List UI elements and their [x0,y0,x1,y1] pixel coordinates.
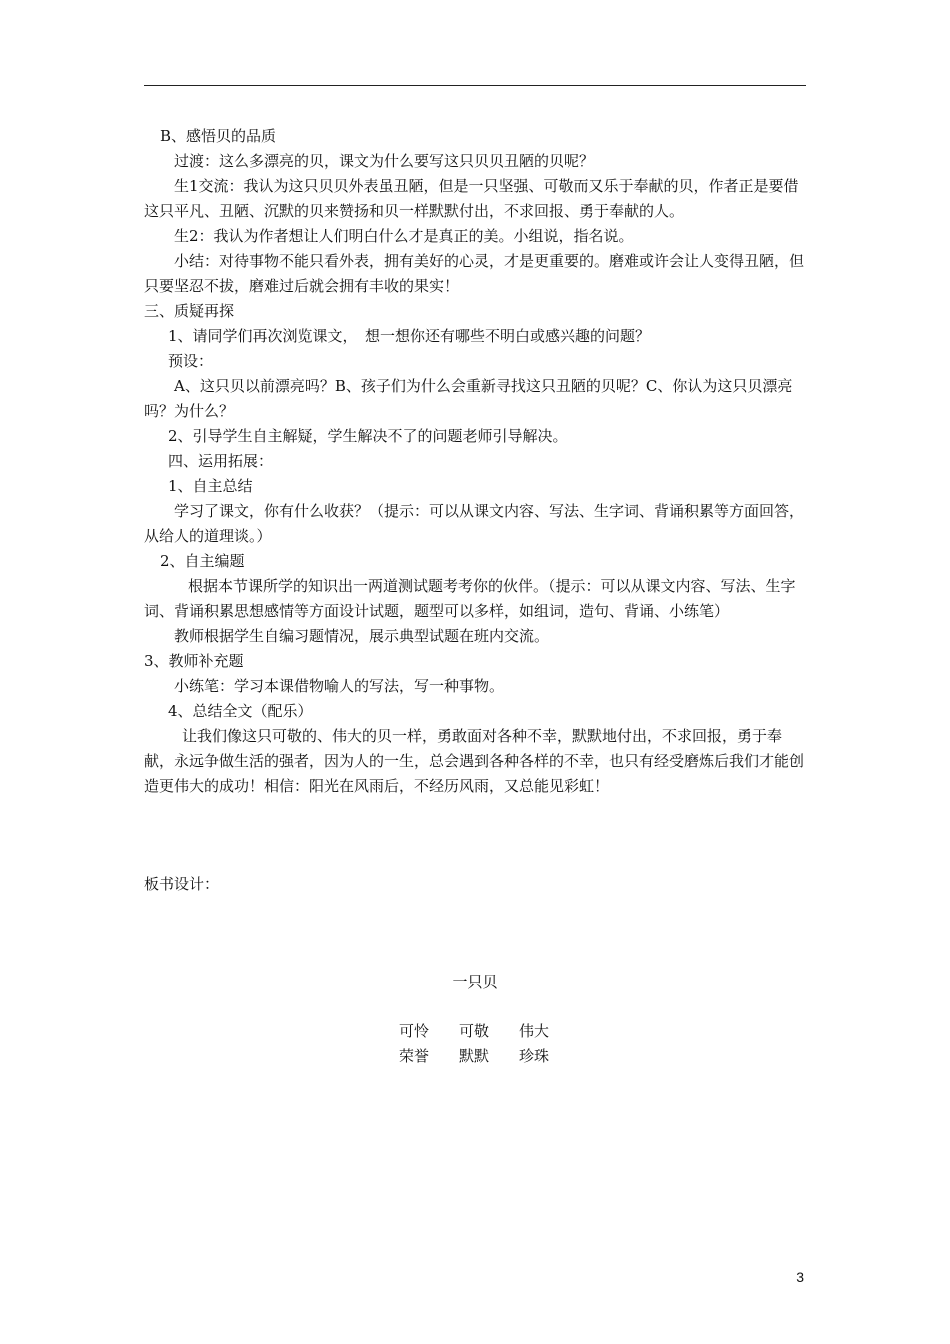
paragraph-self-questions: 根据本节课所学的知识出一两道测试题考考你的伙伴。（提示：可以从课文内容、写法、生字词、背诵积累思想感情等方面设计试题，题型可以多样，如组词，造句、背诵、小练笔） [144,577,796,620]
paragraph-student-1: 生1交流：我认为这只贝贝外表虽丑陋，但是一只坚强、可敬而又乐于奉献的贝，作者正是要借这只平凡、丑陋、沉默的贝来赞扬和贝一样默默付出，不求回报、勇于奉献的人。 [144,177,799,220]
subheading-self-summary: 1、自主总结 [168,477,253,495]
list-item-2: 2、引导学生自主解疑，学生解决不了的问题老师引导解决。 [168,427,568,445]
section-heading-3: 三、质疑再探 [144,302,235,320]
header-rule [144,85,806,86]
paragraph-teacher-exchange: 教师根据学生自编习题情况，展示典型试题在班内交流。 [174,627,550,645]
board-design-label: 板书设计： [144,875,220,893]
paragraph-student-2: 生2：我认为作者想让人们明白什么才是真正的美。小组说，指名说。 [174,227,634,245]
section-heading-4: 四、运用拓展： [168,452,274,470]
list-item-1: 1、请同学们再次浏览课文， 想一想你还有哪些不明白或感兴趣的问题？ [168,327,651,345]
board-word: 荣誉 [399,1047,430,1065]
paragraph-preset-label: 预设： [168,352,214,370]
paragraph-conclusion: 让我们像这只可敬的、伟大的贝一样，勇敢面对各种不幸，默默地付出，不求回报，勇于奉献，永远争做生活的强者，因为人的一生，总会遇到各种各样的不幸，也只有经受磨炼后我们才能创造更伟大的成功！相信：阳光在风雨后，不经历风雨，又总能见彩虹！ [144,727,805,795]
document-body [144,124,806,799]
paragraph-summary: 小结：对待事物不能只看外表，拥有美好的心灵，才是更重要的。磨难或许会让人变得丑陋，但只要坚忍不拔，磨难过后就会拥有丰收的果实！ [144,252,805,295]
board-word: 可怜 [399,1022,430,1040]
board-word: 默默 [459,1047,490,1065]
section-heading-b: B、感悟贝的品质 [160,127,277,145]
paragraph-self-summary: 学习了课文，你有什么收获？（提示：可以从课文内容、写法、生字词、背诵积累等方面回答，从给人的道理谈。） [144,502,805,545]
subheading-self-questions: 2、自主编题 [160,552,245,570]
page-number: 3 [796,1269,804,1285]
board-title: 一只贝 [452,973,498,991]
paragraph-transition: 过渡：这么多漂亮的贝，课文为什么要写这只贝贝丑陋的贝呢？ [174,152,595,170]
paragraph-preset-questions: A、这只贝以前漂亮吗？B、孩子们为什么会重新寻找这只丑陋的贝呢？C、你认为这只贝漂亮吗？为什么？ [144,377,793,420]
subheading-teacher-supplement: 3、教师补充题 [144,652,244,670]
board-word: 伟大 [519,1022,550,1040]
paragraph-practice: 小练笔：学习本课借物喻人的写法，写一种事物。 [174,677,505,695]
board-word: 可敬 [459,1022,490,1040]
subheading-conclusion: 4、总结全文（配乐） [168,702,313,720]
board-word: 珍珠 [519,1047,550,1065]
board-word-grid [399,1020,579,1070]
